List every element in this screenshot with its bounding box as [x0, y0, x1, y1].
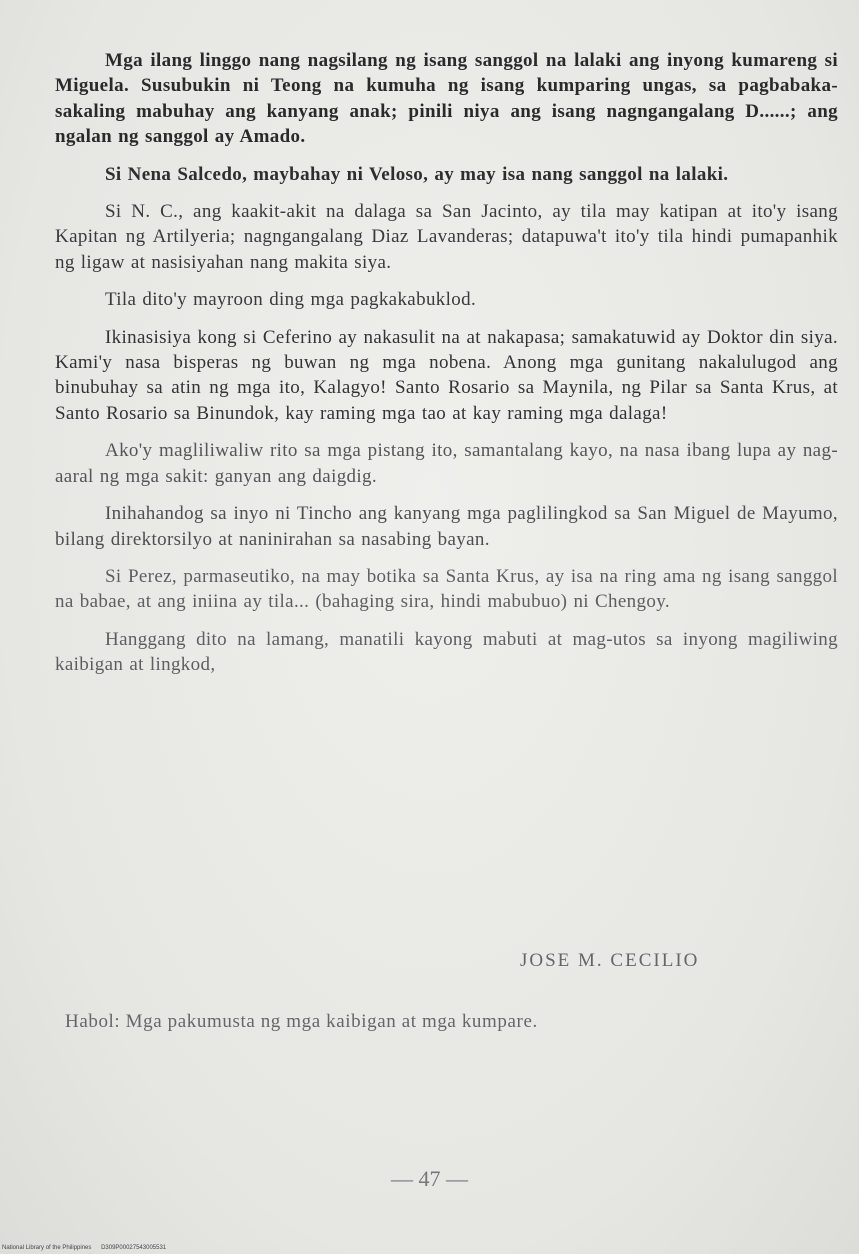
paragraph-4: Tila dito'y mayroon ding mga pagkakabuklod.: [105, 289, 477, 311]
page-number: — 47 —: [391, 1166, 468, 1191]
paragraph-3: Si N. C., ang kaakit-akit na dalaga sa San Jacinto, ay tila may katipan at ito'y isang Kapitan ng Artilyeria; nagngangalang Diaz Lavanderas; datapuwa't ito'y tila hindi pumapanhik ng ligaw at nasisiyahan nang makita siya.: [55, 201, 838, 273]
paragraph-1: Mga ilang linggo nang nagsilang ng isang sanggol na lalaki ang inyong kumareng si Miguela. Susubukin ni Teong na kumuha ng isang kumparing ungas, sa pagbabaka-sakaling mabuhay ang kanyang anak; pinili niya ang isang nagngangalang D......; ang ngalan ng sanggol ay Amado.: [55, 50, 838, 148]
footer-library: National Library of the Philippines: [2, 1245, 92, 1251]
footer-code: D309P00027543005531: [101, 1245, 167, 1251]
paragraph-9: Hanggang dito na lamang, manatili kayong mabuti at mag-utos sa inyong magiliwing kaibigan at lingkod,: [55, 628, 838, 676]
scan-footer: [2, 1245, 174, 1251]
paragraph-7: Inihahandog sa inyo ni Tincho ang kanyang mga paglilingkod sa San Miguel de Mayumo, bilang direktorsilyo at naninirahan sa nasabing bayan.: [55, 503, 838, 550]
paragraph-2: Si Nena Salcedo, maybahay ni Veloso, ay may isa nang sanggol na lalaki.: [105, 163, 729, 185]
paragraph-6: Ako'y magliliwaliw rito sa mga pistang ito, samantalang kayo, na nasa ibang lupa ay nag-aaral ng mga sakit: ganyan ang daigdig.: [55, 440, 838, 487]
postscript: Habol: Mga pakumusta ng mga kaibigan at mga kumpare.: [65, 1011, 538, 1032]
letter-body: [55, 48, 838, 690]
paragraph-5: Ikinasisiya kong si Ceferino ay nakasulit na at nakapasa; samakatuwid ay Doktor din siya. Kami'y nasa bisperas ng buwan ng mga nobena. Anong mga gunitang nakalulugod ang binubuhay sa atin ng mga ito, Kalagyo! Santo Rosario sa Maynila, ng Pilar sa Santa Krus, at Santo Rosario sa Binundok, kay raming mga tao at kay raming mga dalaga!: [55, 326, 838, 424]
paragraph-8: Si Perez, parmaseutiko, na may botika sa Santa Krus, ay isa na ring ama ng isang sanggol na babae, at ang iniina ay tila... (bahaging sira, hindi mabubuo) ni Chengoy.: [55, 565, 838, 613]
signature: JOSE M. CECILIO: [520, 950, 700, 971]
